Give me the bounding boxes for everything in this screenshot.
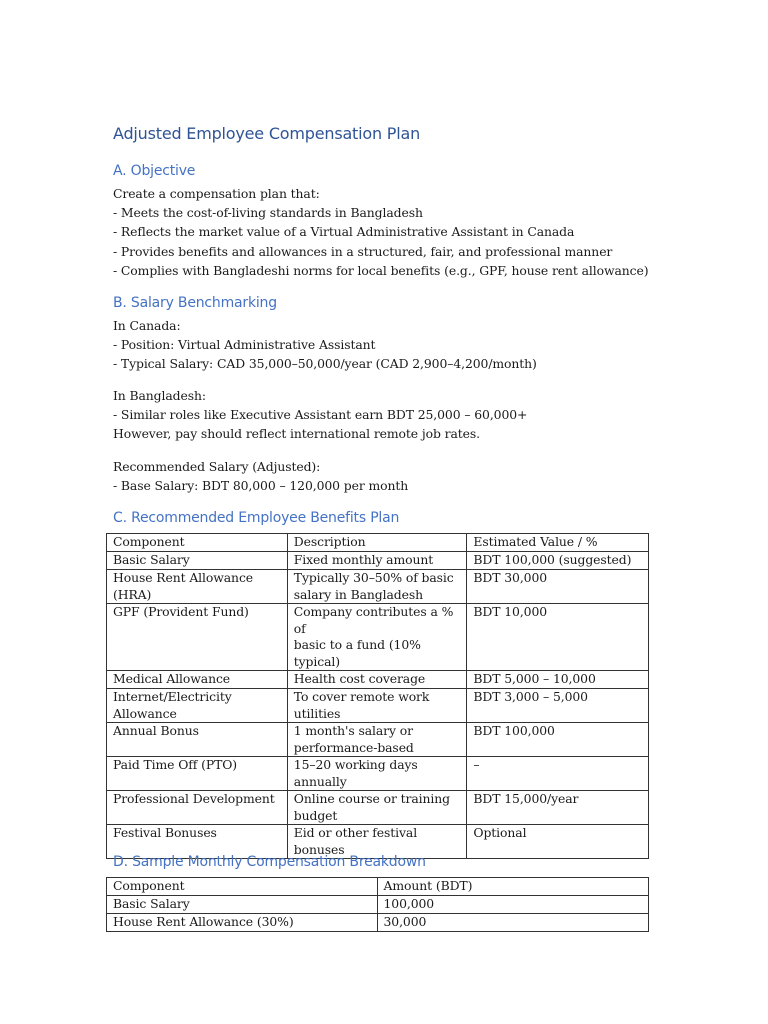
text-line: However, pay should reflect international remote job rates.	[113, 426, 480, 442]
text-line: - Reflects the market value of a Virtual Administrative Assistant in Canada	[113, 224, 575, 240]
benchmark-bangladesh	[113, 386, 527, 444]
table-cell: 15–20 working days annually	[287, 757, 467, 791]
benchmark-heading: B. Salary Benchmarking	[113, 295, 277, 311]
table-cell: Online course or training budget	[287, 791, 467, 825]
benchmark-canada	[113, 316, 537, 374]
table-header-row	[107, 534, 649, 552]
table-cell: BDT 10,000	[467, 604, 649, 671]
table-cell: BDT 100,000	[467, 723, 649, 757]
text-line: - Position: Virtual Administrative Assistant	[113, 337, 376, 353]
table-cell: To cover remote work utilities	[287, 689, 467, 723]
table-cell: House Rent Allowance (HRA)	[107, 570, 288, 604]
text-line: - Complies with Bangladeshi norms for local benefits (e.g., GPF, house rent allowance)	[113, 262, 649, 278]
table-cell: House Rent Allowance (30%)	[107, 914, 378, 932]
table-cell: Company contributes a % of basic to a fund (10% typical)	[287, 604, 467, 671]
table-header-cell: Amount (BDT)	[377, 878, 648, 896]
table-cell: Typically 30–50% of basic salary in Bangladesh	[287, 570, 467, 604]
table-row	[107, 914, 649, 932]
document-title: Adjusted Employee Compensation Plan	[113, 124, 421, 143]
table-cell: GPF (Provident Fund)	[107, 604, 288, 671]
table-cell: –	[467, 757, 649, 791]
table-cell: Paid Time Off (PTO)	[107, 757, 288, 791]
text-line: - Similar roles like Executive Assistant earn BDT 25,000 – 60,000+	[113, 407, 528, 423]
table-row	[107, 896, 649, 914]
table-header-cell: Estimated Value / %	[467, 534, 649, 552]
table-cell: Festival Bonuses	[107, 825, 288, 859]
text-line: - Provides benefits and allowances in a structured, fair, and professional manner	[113, 243, 613, 259]
table-header-cell: Component	[107, 534, 288, 552]
table-row	[107, 552, 649, 570]
text-line: Recommended Salary (Adjusted):	[113, 459, 321, 474]
table-header-row	[107, 878, 649, 896]
benefits-table	[106, 533, 649, 859]
table-cell: 1 month's salary or performance-based	[287, 723, 467, 757]
text-line: In Bangladesh:	[113, 388, 206, 403]
table-cell: 100,000	[377, 896, 648, 914]
objective-text	[113, 184, 649, 280]
table-row	[107, 757, 649, 791]
table-cell: BDT 5,000 – 10,000	[467, 671, 649, 689]
table-cell: Basic Salary	[107, 896, 378, 914]
text-line: - Typical Salary: CAD 35,000–50,000/year (CAD 2,900–4,200/month)	[113, 356, 537, 372]
table-row	[107, 570, 649, 604]
table-row	[107, 689, 649, 723]
table-cell: Optional	[467, 825, 649, 859]
table-cell: Annual Bonus	[107, 723, 288, 757]
benchmark-recommended	[113, 457, 408, 495]
text-line: Create a compensation plan that:	[113, 186, 320, 201]
benefits-heading: C. Recommended Employee Benefits Plan	[113, 510, 400, 526]
objective-heading: A. Objective	[113, 163, 196, 179]
table-cell: Fixed monthly amount	[287, 552, 467, 570]
text-line: In Canada:	[113, 318, 181, 333]
table-row	[107, 723, 649, 757]
table-cell: Medical Allowance	[107, 671, 288, 689]
table-cell: BDT 15,000/year	[467, 791, 649, 825]
breakdown-table	[106, 877, 649, 932]
table-cell: BDT 30,000	[467, 570, 649, 604]
table-cell: 30,000	[377, 914, 648, 932]
table-cell: BDT 100,000 (suggested)	[467, 552, 649, 570]
table-cell: Eid or other festival bonuses	[287, 825, 467, 859]
table-cell: Health cost coverage	[287, 671, 467, 689]
table-header-cell: Component	[107, 878, 378, 896]
table-row	[107, 671, 649, 689]
text-line: - Meets the cost-of-living standards in Bangladesh	[113, 205, 423, 221]
table-header-cell: Description	[287, 534, 467, 552]
table-row	[107, 791, 649, 825]
table-cell: Basic Salary	[107, 552, 288, 570]
table-cell: BDT 3,000 – 5,000	[467, 689, 649, 723]
table-cell: Internet/Electricity Allowance	[107, 689, 288, 723]
table-cell: Professional Development	[107, 791, 288, 825]
text-line: - Base Salary: BDT 80,000 – 120,000 per month	[113, 478, 409, 494]
breakdown-heading: D. Sample Monthly Compensation Breakdown	[113, 854, 426, 870]
table-row	[107, 604, 649, 671]
